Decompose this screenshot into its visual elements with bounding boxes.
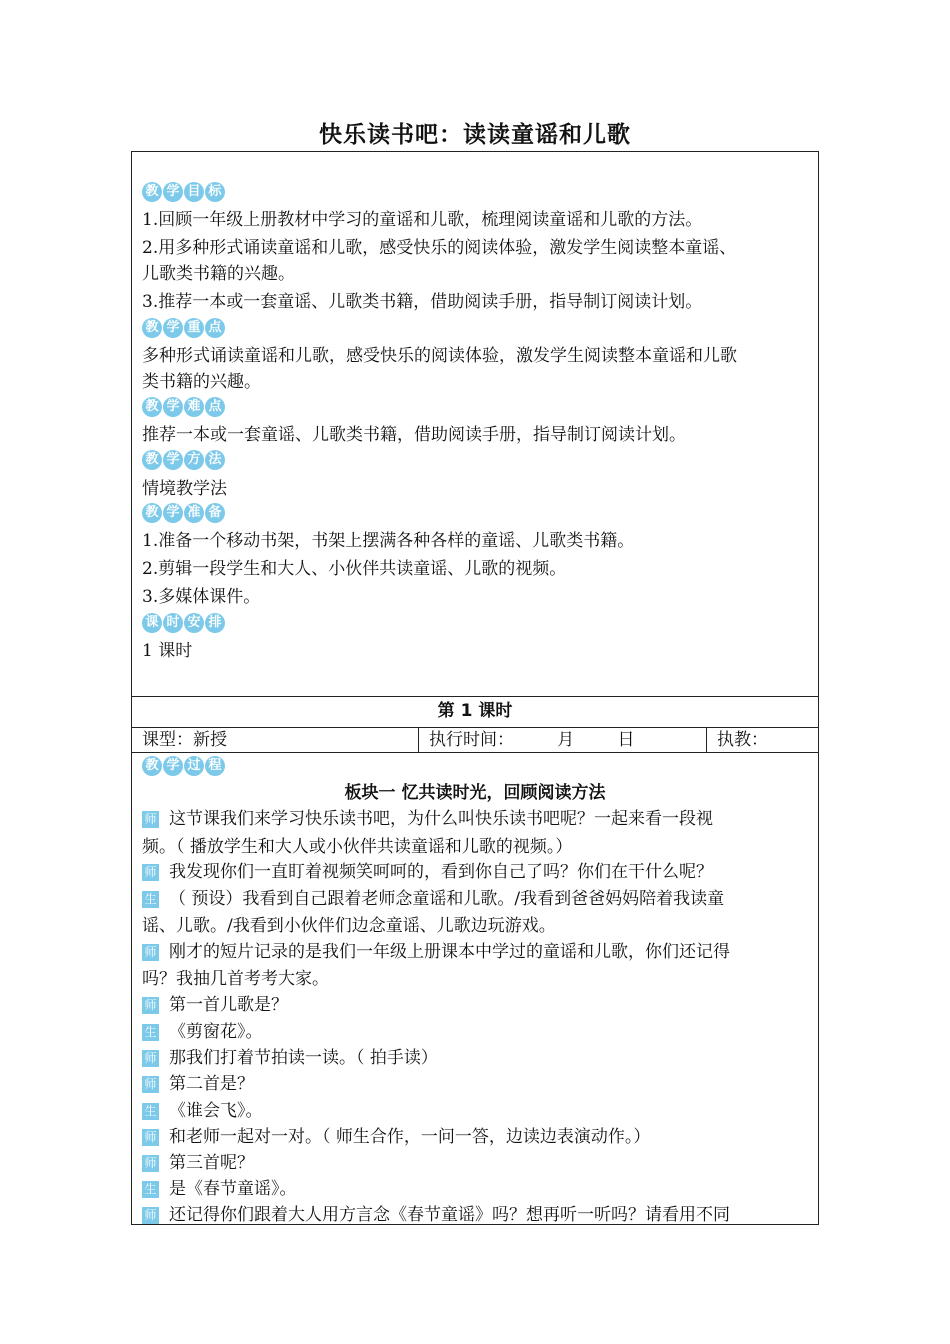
student-role-tag: 生 bbox=[142, 1181, 159, 1198]
badge-char: 学 bbox=[163, 450, 183, 470]
dialogue-line bbox=[142, 862, 812, 882]
page-title: 快乐读书吧：读读童谣和儿歌 bbox=[319, 122, 631, 148]
section-badge-preparation bbox=[142, 503, 225, 523]
dialogue-text: 第一首儿歌是？ bbox=[169, 995, 288, 1015]
badge-char: 重 bbox=[184, 318, 204, 338]
teacher-role-tag: 师 bbox=[142, 864, 159, 881]
dialogue-line bbox=[142, 1048, 812, 1068]
dialogue-line bbox=[142, 809, 812, 829]
student-role-tag: 生 bbox=[142, 1024, 159, 1041]
badge-char: 学 bbox=[163, 318, 183, 338]
teacher-role-tag: 师 bbox=[142, 944, 159, 961]
dialogue-text: 是《春节童谣》。 bbox=[169, 1179, 297, 1199]
teacher-role-tag: 师 bbox=[142, 997, 159, 1014]
section-badge-process bbox=[142, 756, 225, 776]
badge-char: 教 bbox=[142, 318, 162, 338]
badge-char: 目 bbox=[184, 182, 204, 202]
section-badge-key-points bbox=[142, 318, 225, 338]
teacher-field: 执教： bbox=[717, 730, 768, 750]
badge-char: 法 bbox=[205, 450, 225, 470]
lesson-plan-table bbox=[131, 151, 819, 1225]
section-badge-method bbox=[142, 450, 225, 470]
section-badge-difficult-points bbox=[142, 397, 225, 417]
dialogue-text: 我发现你们一直盯着视频笑呵呵的，看到你自己了吗？你们在干什么呢？ bbox=[169, 862, 713, 882]
section-title: 板块一 忆共读时光，回顾阅读方法 bbox=[344, 783, 606, 803]
badge-char: 教 bbox=[142, 182, 162, 202]
preparation-line: 2.剪辑一段学生和大人、小伙伴共读童谣、儿歌的视频。 bbox=[142, 559, 567, 579]
dialogue-text: 吗？我抽几首考考大家。 bbox=[142, 969, 329, 989]
dialogue-line bbox=[142, 942, 812, 962]
teacher-role-tag: 师 bbox=[142, 811, 159, 828]
dialogue-line bbox=[142, 889, 812, 909]
dialogue-text: 《谁会飞》。 bbox=[169, 1101, 263, 1121]
badge-char: 安 bbox=[184, 613, 204, 633]
dialogue-text: 《剪窗花》。 bbox=[169, 1022, 263, 1042]
dialogue-line bbox=[142, 1179, 812, 1199]
section-badge-schedule bbox=[142, 613, 225, 633]
method-line: 情境教学法 bbox=[142, 479, 227, 499]
dialogue-line bbox=[142, 916, 812, 936]
badge-char: 过 bbox=[184, 756, 204, 776]
dialogue-line bbox=[142, 969, 812, 989]
table-divider bbox=[132, 696, 818, 697]
difficult-point-line: 推荐一本或一套童谣、儿歌类书籍，借助阅读手册，指导制订阅读计划。 bbox=[142, 425, 686, 445]
dialogue-text: 那我们打着节拍读一读。（ 拍手读） bbox=[169, 1048, 438, 1068]
dialogue-text: 频。（ 播放学生和大人或小伙伴共读童谣和儿歌的视频。） bbox=[142, 837, 573, 857]
schedule-line: 1 课时 bbox=[142, 641, 193, 661]
key-point-line: 类书籍的兴趣。 bbox=[142, 372, 261, 392]
badge-char: 课 bbox=[142, 613, 162, 633]
dialogue-text: 第二首是？ bbox=[169, 1074, 254, 1094]
badge-char: 教 bbox=[142, 397, 162, 417]
badge-char: 学 bbox=[163, 503, 183, 523]
goal-line: 1.回顾一年级上册教材中学习的童谣和儿歌，梳理阅读童谣和儿歌的方法。 bbox=[142, 210, 703, 230]
goal-line: 2.用多种形式诵读童谣和儿歌，感受快乐的阅读体验，激发学生阅读整本童谣、 bbox=[142, 238, 737, 258]
lesson-type: 课型：新授 bbox=[142, 730, 227, 750]
badge-char: 点 bbox=[205, 318, 225, 338]
dialogue-line bbox=[142, 1205, 812, 1225]
badge-char: 备 bbox=[205, 503, 225, 523]
dialogue-line bbox=[142, 1074, 812, 1094]
badge-char: 教 bbox=[142, 756, 162, 776]
student-role-tag: 生 bbox=[142, 1103, 159, 1120]
teacher-role-tag: 师 bbox=[142, 1129, 159, 1146]
dialogue-text: 还记得你们跟着大人用方言念《春节童谣》吗？想再听一听吗？请看用不同 bbox=[169, 1205, 730, 1225]
table-column-divider bbox=[418, 727, 419, 752]
preparation-line: 3.多媒体课件。 bbox=[142, 587, 261, 607]
table-divider bbox=[132, 727, 818, 728]
badge-char: 程 bbox=[205, 756, 225, 776]
dialogue-line bbox=[142, 837, 812, 857]
dialogue-line bbox=[142, 1101, 812, 1121]
badge-char: 时 bbox=[163, 613, 183, 633]
badge-char: 点 bbox=[205, 397, 225, 417]
badge-char: 学 bbox=[163, 182, 183, 202]
lesson-header: 第 1 课时 bbox=[437, 701, 513, 721]
dialogue-line bbox=[142, 1022, 812, 1042]
dialogue-text: 刚才的短片记录的是我们一年级上册课本中学过的童谣和儿歌，你们还记得 bbox=[169, 942, 730, 962]
badge-char: 教 bbox=[142, 450, 162, 470]
badge-char: 排 bbox=[205, 613, 225, 633]
dialogue-line bbox=[142, 995, 812, 1015]
dialogue-text: 和老师一起对一对。（ 师生合作，一问一答，边读边表演动作。） bbox=[169, 1127, 651, 1147]
preparation-line: 1.准备一个移动书架，书架上摆满各种各样的童谣、儿歌类书籍。 bbox=[142, 531, 635, 551]
dialogue-text: 这节课我们来学习快乐读书吧，为什么叫快乐读书吧呢？一起来看一段视 bbox=[169, 809, 713, 829]
teacher-role-tag: 师 bbox=[142, 1050, 159, 1067]
teacher-role-tag: 师 bbox=[142, 1155, 159, 1172]
teacher-role-tag: 师 bbox=[142, 1076, 159, 1093]
dialogue-text: （ 预设）我看到自己跟着老师念童谣和儿歌。/我看到爸爸妈妈陪着我读童 bbox=[169, 889, 725, 909]
dialogue-line bbox=[142, 1127, 812, 1147]
badge-char: 难 bbox=[184, 397, 204, 417]
badge-char: 标 bbox=[205, 182, 225, 202]
dialogue-text: 谣、儿歌。/我看到小伙伴们边念童谣、儿歌边玩游戏。 bbox=[142, 916, 556, 936]
badge-char: 准 bbox=[184, 503, 204, 523]
badge-char: 教 bbox=[142, 503, 162, 523]
section-badge-goals bbox=[142, 182, 225, 202]
table-divider bbox=[132, 752, 818, 753]
execution-time: 执行时间： 月 日 bbox=[429, 730, 635, 750]
dialogue-text: 第三首呢？ bbox=[169, 1153, 254, 1173]
student-role-tag: 生 bbox=[142, 891, 159, 908]
teacher-role-tag: 师 bbox=[142, 1207, 159, 1224]
badge-char: 学 bbox=[163, 397, 183, 417]
table-column-divider bbox=[706, 727, 707, 752]
badge-char: 学 bbox=[163, 756, 183, 776]
key-point-line: 多种形式诵读童谣和儿歌，感受快乐的阅读体验，激发学生阅读整本童谣和儿歌 bbox=[142, 346, 737, 366]
dialogue-line bbox=[142, 1153, 812, 1173]
badge-char: 方 bbox=[184, 450, 204, 470]
goal-line: 3.推荐一本或一套童谣、儿歌类书籍，借助阅读手册，指导制订阅读计划。 bbox=[142, 292, 703, 312]
goal-line: 儿歌类书籍的兴趣。 bbox=[142, 264, 295, 284]
